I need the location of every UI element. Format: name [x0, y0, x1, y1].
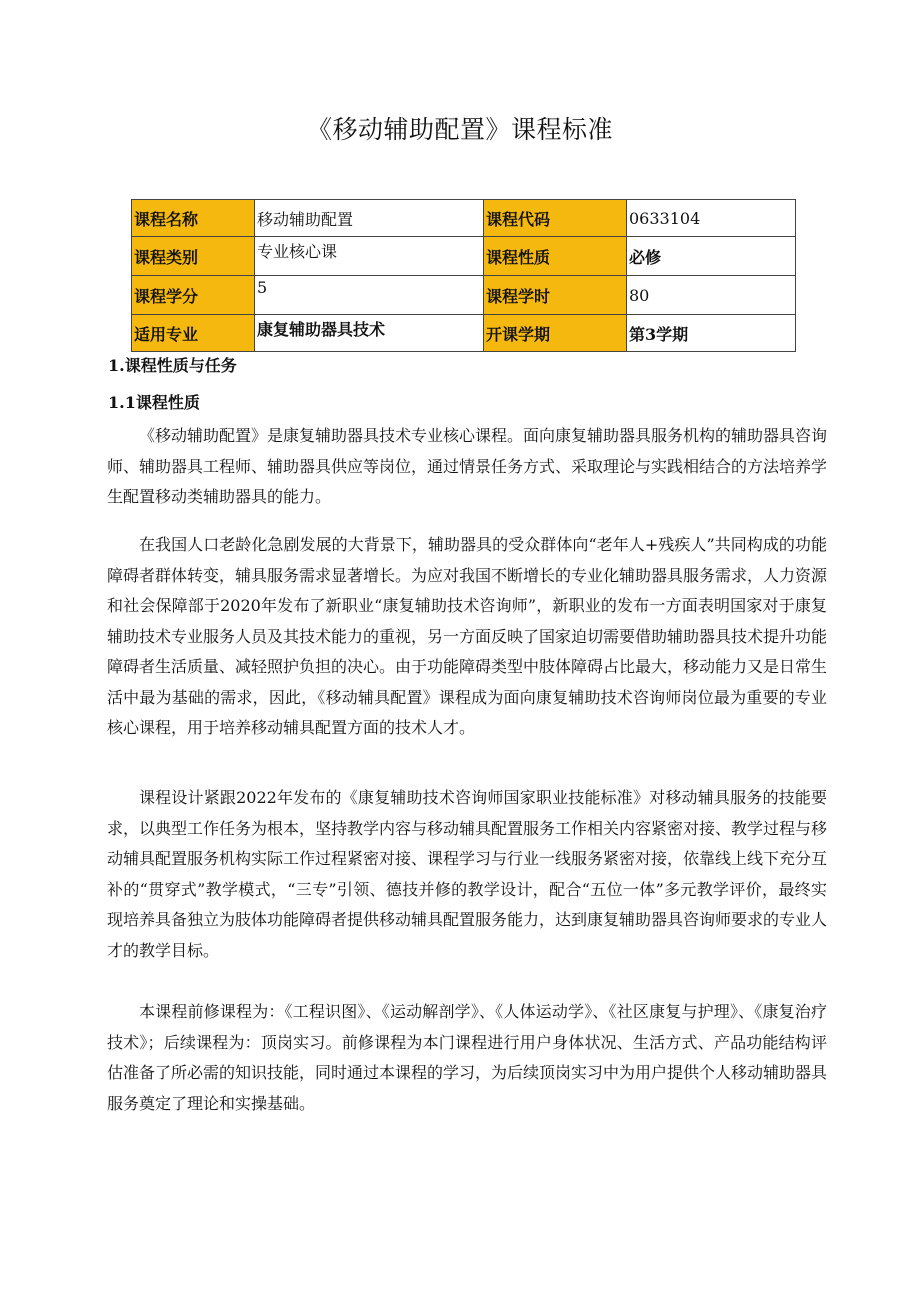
semester-value: 第3学期 [627, 315, 796, 352]
course-name-value: 移动辅助配置 [255, 200, 484, 237]
paragraph: 本课程前修课程为：《工程识图》、《运动解剖学》、《人体运动学》、《社区康复与护理》、《康复治疗技术》；后续课程为：顶岗实习。前修课程为本门课程进行用户身体状况、生活方式、产品功能结构评估准备了所必需的知识技能，同时通过本课程的学习，为后续顶岗实习中为用户提供个人移动辅助器具服务奠定了理论和实操基础。 [107, 1002, 828, 1113]
applicable-major-value: 康复辅助器具技术 [255, 315, 484, 352]
paragraph: 《移动辅助配置》是康复辅助器具技术专业核心课程。面向康复辅助器具服务机构的辅助器具咨询师、辅助器具工程师、辅助器具供应等岗位，通过情景任务方式、采取理论与实践相结合的方法培养学生配置移动类辅助器具的能力。 [107, 426, 828, 506]
document-title: 《移动辅助配置》课程标准 [306, 115, 613, 144]
course-nature-label: 课程性质 [484, 237, 627, 276]
table-row [132, 200, 796, 237]
applicable-major-label: 适用专业 [132, 315, 255, 352]
table-row [132, 315, 796, 352]
table-row [132, 276, 796, 315]
course-code-value: 0633104 [627, 200, 796, 237]
course-nature-value: 必修 [627, 237, 796, 276]
course-code-label: 课程代码 [484, 200, 627, 237]
section-heading: 1.课程性质与任务 [108, 356, 237, 375]
table-row [132, 237, 796, 276]
course-credits-value: 5 [255, 276, 484, 315]
course-category-label: 课程类别 [132, 237, 255, 276]
subsection-heading: 1.1课程性质 [108, 393, 200, 412]
course-category-value: 专业核心课 [255, 237, 484, 276]
semester-label: 开课学期 [484, 315, 627, 352]
paragraph: 在我国人口老龄化急剧发展的大背景下，辅助器具的受众群体向“老年人+残疾人”共同构成的功能障碍者群体转变，辅具服务需求显著增长。为应对我国不断增长的专业化辅助器具服务需求，人力资源和社会保障部于2020年发布了新职业“康复辅助技术咨询师”，新职业的发布一方面表明国家对于康复辅助技术专业服务人员及其技术能力的重视，另一方面反映了国家迫切需要借助辅助器具技术提升功能障碍者生活质量、减轻照护负担的决心。由于功能障碍类型中肢体障碍占比最大，移动能力又是日常生活中最为基础的需求，因此，《移动辅具配置》课程成为面向康复辅助技术咨询师岗位最为重要的专业核心课程，用于培养移动辅具配置方面的技术人才。 [107, 535, 828, 737]
course-credits-label: 课程学分 [132, 276, 255, 315]
course-name-label: 课程名称 [132, 200, 255, 237]
course-info-table [131, 199, 796, 352]
course-hours-label: 课程学时 [484, 276, 627, 315]
paragraph: 课程设计紧跟2022年发布的《康复辅助技术咨询师国家职业技能标准》对移动辅具服务的技能要求，以典型工作任务为根本，坚持教学内容与移动辅具配置服务工作相关内容紧密对接、教学过程与移动辅具配置服务机构实际工作过程紧密对接、课程学习与行业一线服务紧密对接，依靠线上线下充分互补的“贯穿式”教学模式，“三专”引领、德技并修的教学设计，配合“五位一体”多元教学评价，最终实现培养具备独立为肢体功能障碍者提供移动辅具配置服务能力，达到康复辅助器具咨询师要求的专业人才的教学目标。 [107, 788, 828, 960]
course-hours-value: 80 [627, 276, 796, 315]
